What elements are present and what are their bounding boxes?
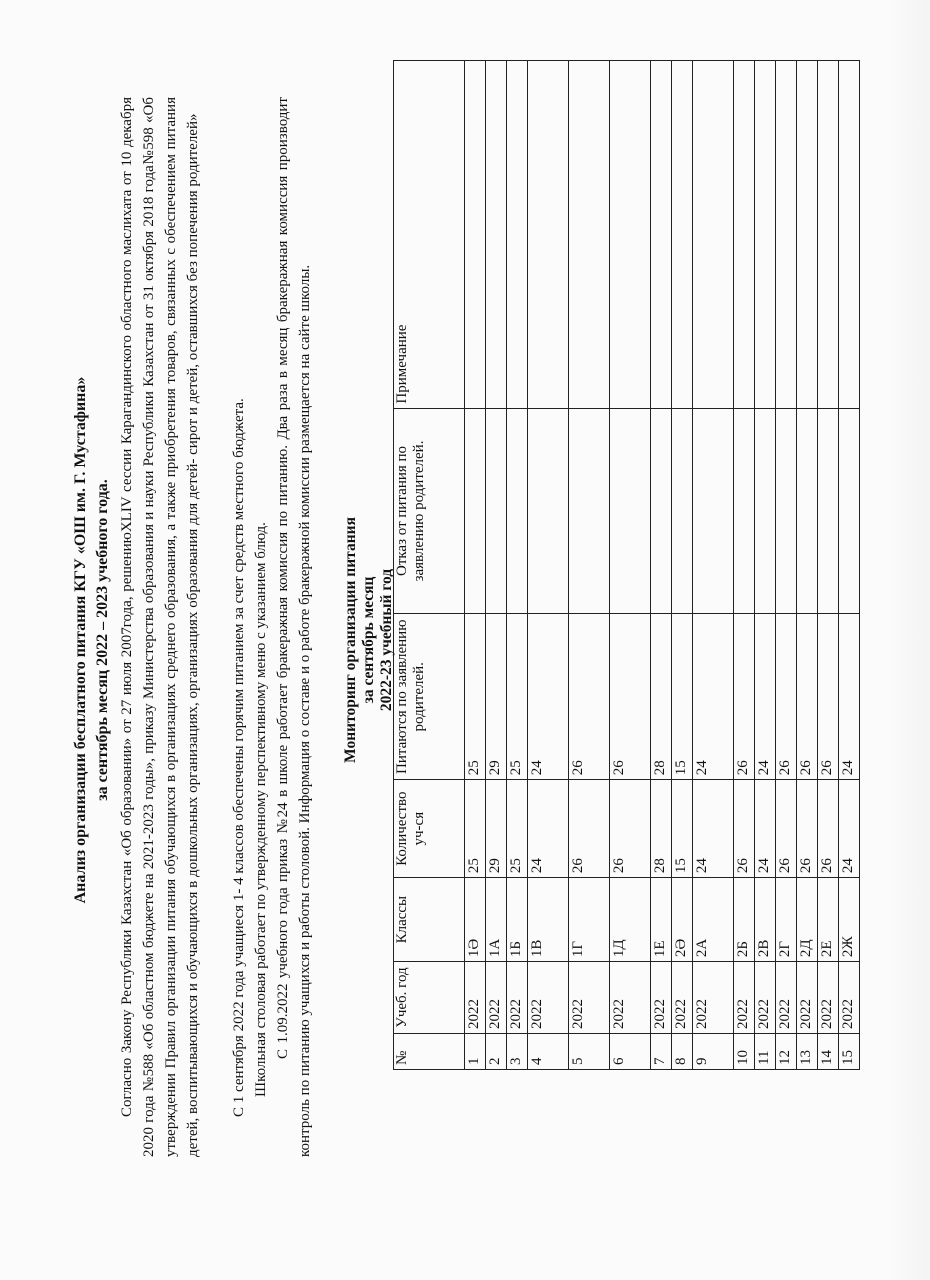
paragraph-commission (272, 97, 316, 1157)
cell-note (507, 61, 528, 409)
cell-class: 2Е (818, 878, 839, 962)
cell-eating: 26 (734, 614, 755, 780)
cell-class: 2Д (797, 878, 818, 962)
cell-class: 1Г (569, 878, 610, 962)
cell-number: 6 (610, 1034, 651, 1070)
cell-class: 1Д (610, 878, 651, 962)
cell-count: 26 (818, 780, 839, 878)
cell-year: 2022 (818, 962, 839, 1034)
cell-note (693, 61, 734, 409)
table-row (693, 61, 734, 1070)
paragraph-menu: Школьная столовая работает по утвержденному перспективному меню с указанием блюд. (253, 522, 269, 1097)
cell-year: 2022 (693, 962, 734, 1034)
cell-eating: 26 (818, 614, 839, 780)
cell-year: 2022 (569, 962, 610, 1034)
cell-class: 2А (693, 878, 734, 962)
cell-number: 4 (528, 1034, 569, 1070)
table-row (610, 61, 651, 1070)
cell-year: 2022 (776, 962, 797, 1034)
cell-count: 26 (569, 780, 610, 878)
cell-note (818, 61, 839, 409)
cell-class: 1Е (651, 878, 672, 962)
cell-refusal (818, 408, 839, 614)
cell-class: 2Б (734, 878, 755, 962)
cell-class: 1В (528, 878, 569, 962)
cell-class: 2Ә (672, 878, 693, 962)
monitoring-year: 2022-23 учебный год (378, 568, 395, 712)
rotated-sheet (10, 65, 890, 1215)
cell-class: 1Б (507, 878, 528, 962)
header-eating: Питаются по заявлению родителей. (394, 614, 465, 780)
cell-number: 10 (734, 1034, 755, 1070)
cell-note (776, 61, 797, 409)
table-body (465, 61, 860, 1070)
header-class: Классы (394, 878, 465, 962)
cell-eating: 24 (528, 614, 569, 780)
cell-number: 9 (693, 1034, 734, 1070)
cell-number: 1 (465, 1034, 486, 1070)
cell-eating: 26 (797, 614, 818, 780)
cell-year: 2022 (610, 962, 651, 1034)
cell-count: 26 (610, 780, 651, 878)
monitoring-table (393, 60, 860, 1070)
cell-refusal (486, 408, 507, 614)
cell-year: 2022 (507, 962, 528, 1034)
cell-count: 24 (839, 780, 860, 878)
table-row (486, 61, 507, 1070)
cell-refusal (734, 408, 755, 614)
cell-number: 11 (755, 1034, 776, 1070)
header-year: Учеб. год (394, 962, 465, 1034)
cell-note (528, 61, 569, 409)
cell-note (465, 61, 486, 409)
cell-eating: 26 (776, 614, 797, 780)
cell-class: 1А (486, 878, 507, 962)
cell-refusal (651, 408, 672, 614)
table-header-row (394, 61, 465, 1070)
cell-refusal (839, 408, 860, 614)
page-edge-shadow (888, 0, 930, 1280)
cell-class: 2Г (776, 878, 797, 962)
cell-note (651, 61, 672, 409)
cell-count: 26 (776, 780, 797, 878)
cell-class: 2В (755, 878, 776, 962)
cell-count: 28 (651, 780, 672, 878)
paragraph-law (116, 97, 204, 1157)
cell-note (734, 61, 755, 409)
cell-year: 2022 (486, 962, 507, 1034)
cell-eating: 24 (755, 614, 776, 780)
cell-number: 14 (818, 1034, 839, 1070)
cell-year: 2022 (797, 962, 818, 1034)
cell-refusal (693, 408, 734, 614)
cell-eating: 24 (839, 614, 860, 780)
cell-year: 2022 (672, 962, 693, 1034)
cell-number: 2 (486, 1034, 507, 1070)
table-row (507, 61, 528, 1070)
cell-note (797, 61, 818, 409)
header-count: Количество уч-ся (394, 780, 465, 878)
cell-eating: 24 (693, 614, 734, 780)
cell-eating: 15 (672, 614, 693, 780)
paragraph-commission-text: С 1.09.2022 учебного года приказ №24 в школе работает бракеражная комиссия по питанию. Два раза в месяц бракеражная комиссия производит контроль по питанию учащихся и работы столовой. Информация о составе и о работе бракеражной комиссии размещается на сайте школы. (275, 97, 313, 1157)
cell-count: 29 (486, 780, 507, 878)
cell-count: 25 (465, 780, 486, 878)
header-note: Примечание (394, 61, 465, 409)
table-row (755, 61, 776, 1070)
cell-count: 26 (734, 780, 755, 878)
table-row (651, 61, 672, 1070)
cell-year: 2022 (755, 962, 776, 1034)
cell-number: 13 (797, 1034, 818, 1070)
cell-eating: 29 (486, 614, 507, 780)
cell-count: 15 (672, 780, 693, 878)
cell-number: 15 (839, 1034, 860, 1070)
table-row (839, 61, 860, 1070)
cell-note (610, 61, 651, 409)
cell-count: 24 (755, 780, 776, 878)
cell-count: 24 (528, 780, 569, 878)
table-row (569, 61, 610, 1070)
cell-note (486, 61, 507, 409)
table-row (672, 61, 693, 1070)
cell-year: 2022 (839, 962, 860, 1034)
cell-refusal (610, 408, 651, 614)
cell-year: 2022 (465, 962, 486, 1034)
table-row (797, 61, 818, 1070)
cell-refusal (797, 408, 818, 614)
cell-year: 2022 (651, 962, 672, 1034)
cell-note (672, 61, 693, 409)
cell-refusal (507, 408, 528, 614)
cell-number: 7 (651, 1034, 672, 1070)
cell-eating: 25 (465, 614, 486, 780)
header-number: № (394, 1034, 465, 1070)
cell-refusal (569, 408, 610, 614)
paragraph-hot-meals: С 1 сентября 2022 года учащиеся 1- 4 классов обеспечены горячим питанием за счет средств местного бюджета. (231, 398, 247, 1117)
cell-class: 2Ж (839, 878, 860, 962)
cell-refusal (465, 408, 486, 614)
cell-refusal (755, 408, 776, 614)
table-row (528, 61, 569, 1070)
document-subtitle: за сентябрь месяц 2022 – 2023 учебного года. (94, 479, 111, 801)
monitoring-period: за сентябрь месяц (360, 576, 377, 704)
table-row (818, 61, 839, 1070)
header-refusal: Отказ от питания по заявлению родителей. (394, 408, 465, 614)
cell-eating: 28 (651, 614, 672, 780)
cell-number: 3 (507, 1034, 528, 1070)
cell-count: 25 (507, 780, 528, 878)
cell-count: 24 (693, 780, 734, 878)
cell-refusal (528, 408, 569, 614)
cell-refusal (672, 408, 693, 614)
monitoring-title: Мониторинг организации питания (342, 517, 359, 763)
cell-note (569, 61, 610, 409)
table-row (734, 61, 755, 1070)
cell-eating: 26 (610, 614, 651, 780)
cell-year: 2022 (528, 962, 569, 1034)
cell-year: 2022 (734, 962, 755, 1034)
document-title: Анализ организации бесплатного питания КГУ «ОШ им. Г. Мустафина» (72, 376, 89, 904)
table-row (776, 61, 797, 1070)
cell-class: 1Ә (465, 878, 486, 962)
paragraph-law-text: Согласно Закону Республики Казахстан «Об образовании» от 27 июля 2007года, решениюXLIV сессии Карагандинского областного маслихата от 10 декабря 2020 года №588 «Об областном бюджете на 2021-2023 годы», приказу Министерства образования и науки Республики Казахстан от 31 октября 2018 года№598 «Об утверждении Правил организации питания обучающихся в организациях среднего образования, а также приобретения товаров, связанных с обеспечением питания детей, воспитывающихся и обучающихся в дошкольных организациях, организациях образования для детей- сирот и детей, оставшихся без попечения родителей» (119, 97, 201, 1157)
cell-number: 8 (672, 1034, 693, 1070)
cell-note (839, 61, 860, 409)
cell-count: 26 (797, 780, 818, 878)
cell-eating: 25 (507, 614, 528, 780)
cell-refusal (776, 408, 797, 614)
cell-number: 12 (776, 1034, 797, 1070)
cell-note (755, 61, 776, 409)
cell-number: 5 (569, 1034, 610, 1070)
cell-eating: 26 (569, 614, 610, 780)
table-row (465, 61, 486, 1070)
